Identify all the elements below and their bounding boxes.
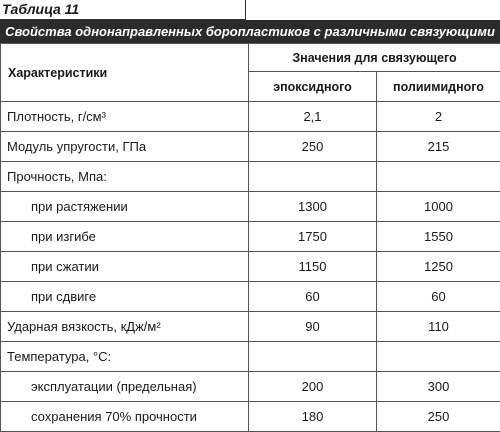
polyimide-value: 110 — [377, 312, 500, 342]
header-polyimide: полиимидного — [377, 72, 500, 102]
row-label: при растяжении — [1, 192, 249, 222]
epoxy-value: 2,1 — [249, 102, 377, 132]
table-caption: Свойства однонаправленных боропластиков с различными связующими — [0, 20, 500, 43]
epoxy-value — [249, 342, 377, 372]
epoxy-value: 1750 — [249, 222, 377, 252]
row-label: Ударная вязкость, кДж/м² — [1, 312, 249, 342]
polyimide-value: 1000 — [377, 192, 500, 222]
table-row — [1, 282, 500, 312]
table-row — [1, 252, 500, 282]
header-epoxy: эпоксидного — [249, 72, 377, 102]
table-row — [1, 342, 500, 372]
epoxy-value: 180 — [249, 402, 377, 432]
row-label: Прочность, Мпа: — [1, 162, 249, 192]
table-row — [1, 162, 500, 192]
label-divider — [245, 0, 246, 20]
row-label: при сдвиге — [1, 282, 249, 312]
polyimide-value: 300 — [377, 372, 500, 402]
epoxy-value — [249, 162, 377, 192]
table-row — [1, 102, 500, 132]
polyimide-value: 2 — [377, 102, 500, 132]
row-label: Плотность, г/см³ — [1, 102, 249, 132]
row-label: Температура, °С: — [1, 342, 249, 372]
header-values-group: Значения для связующего — [249, 44, 500, 72]
polyimide-value: 60 — [377, 282, 500, 312]
properties-table — [0, 43, 500, 432]
table-label: Таблица 11 — [0, 0, 79, 19]
row-label: при изгибе — [1, 222, 249, 252]
epoxy-value: 1300 — [249, 192, 377, 222]
row-label: при сжатии — [1, 252, 249, 282]
row-label: Модуль упругости, ГПа — [1, 132, 249, 162]
polyimide-value: 215 — [377, 132, 500, 162]
epoxy-value: 90 — [249, 312, 377, 342]
epoxy-value: 250 — [249, 132, 377, 162]
table-row — [1, 132, 500, 162]
header-characteristics: Характеристики — [1, 44, 249, 102]
polyimide-value: 1250 — [377, 252, 500, 282]
epoxy-value: 60 — [249, 282, 377, 312]
epoxy-value: 1150 — [249, 252, 377, 282]
table-row — [1, 312, 500, 342]
row-label: сохранения 70% прочности — [1, 402, 249, 432]
polyimide-value — [377, 162, 500, 192]
epoxy-value: 200 — [249, 372, 377, 402]
table-row — [1, 192, 500, 222]
table-row — [1, 222, 500, 252]
table-row — [1, 372, 500, 402]
row-label: эксплуатации (предельная) — [1, 372, 249, 402]
table-row — [1, 402, 500, 432]
polyimide-value: 1550 — [377, 222, 500, 252]
polyimide-value: 250 — [377, 402, 500, 432]
polyimide-value — [377, 342, 500, 372]
